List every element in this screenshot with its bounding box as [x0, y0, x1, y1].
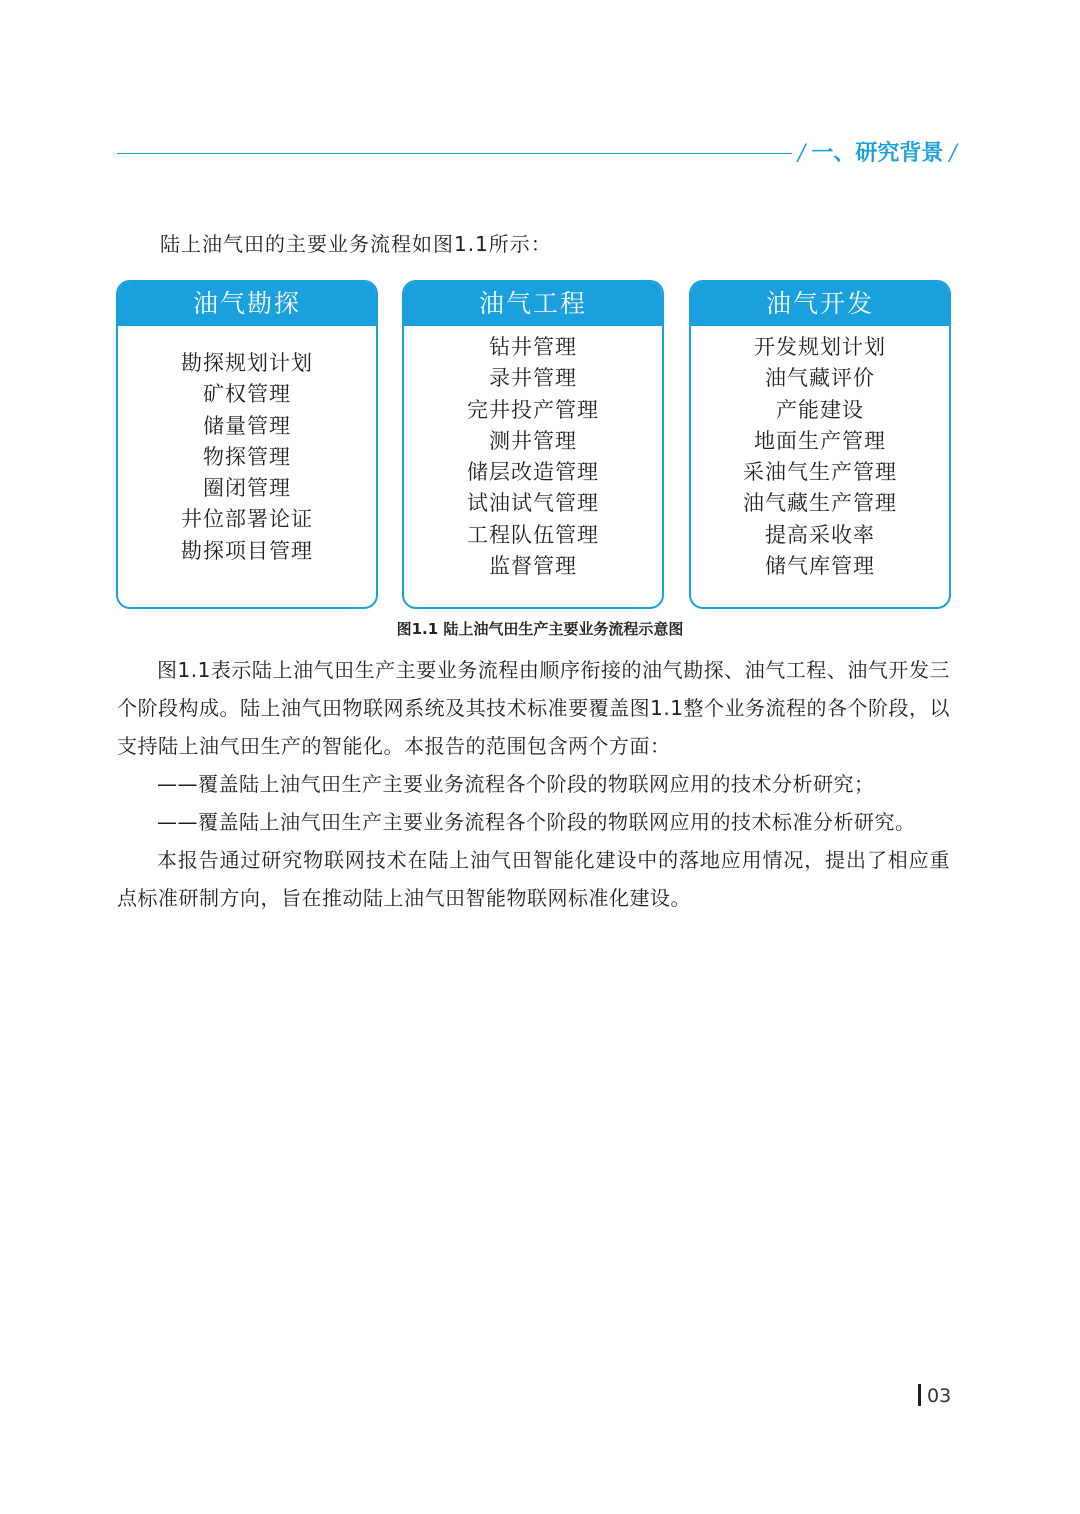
paragraph: 图1.1表示陆上油气田生产主要业务流程由顺序衔接的油气勘探、油气工程、油气开发三个阶段构成。陆上油气田物联网系统及其技术标准要覆盖图1.1整个业务流程的各个阶段，以支持陆上油气田生产的智能化。本报告的范围包含两个方面： [117, 658, 950, 758]
stage-item: 钻井管理 [489, 335, 577, 359]
page-number-bar [918, 1384, 921, 1406]
stage-item: 勘探规划计划 [181, 351, 313, 375]
stage-item: 储气库管理 [765, 554, 875, 579]
stage-item: 工程队伍管理 [467, 522, 599, 547]
stage-item: 矿权管理 [203, 382, 291, 407]
stage-item: 地面生产管理 [754, 428, 886, 453]
stage-item: 物探管理 [203, 444, 291, 469]
stage-title: 油气开发 [691, 282, 949, 326]
stage-item: 勘探项目管理 [181, 538, 313, 563]
stage-item: 油气藏生产管理 [743, 491, 897, 516]
stage-item: 开发规划计划 [754, 335, 886, 359]
stage-item: 测井管理 [489, 428, 577, 453]
paragraph: 本报告通过研究物联网技术在陆上油气田智能化建设中的落地应用情况，提出了相应重点标准研制方向，旨在推动陆上油气田智能物联网标准化建设。 [117, 848, 950, 910]
stage-title: 油气工程 [404, 282, 662, 326]
stage-item: 完井投产管理 [467, 397, 599, 422]
paragraph: ——覆盖陆上油气田生产主要业务流程各个阶段的物联网应用的技术分析研究； [157, 772, 875, 796]
stage-item: 录井管理 [489, 366, 577, 391]
body-text [117, 651, 950, 917]
header-slash-right: / [949, 141, 957, 166]
stage-item: 储层改造管理 [467, 460, 599, 485]
header-slash-left: / [798, 141, 806, 166]
stage-item: 圈闭管理 [203, 476, 291, 501]
stage-box-exploration [116, 280, 378, 609]
header-rule [117, 153, 792, 154]
stage-item: 试油试气管理 [467, 491, 599, 516]
stage-item-list [691, 326, 949, 582]
stage-item: 提高采收率 [765, 522, 875, 547]
page-number-text: 03 [927, 1385, 952, 1407]
stage-item: 采油气生产管理 [743, 460, 897, 485]
stage-item: 储量管理 [203, 413, 291, 438]
intro-text: 陆上油气田的主要业务流程如图1.1所示： [160, 232, 552, 256]
page-number [918, 1383, 951, 1409]
stage-box-engineering [402, 280, 664, 609]
paragraph: ——覆盖陆上油气田生产主要业务流程各个阶段的物联网应用的技术标准分析研究。 [157, 810, 916, 834]
stage-title: 油气勘探 [118, 282, 376, 326]
section-header [792, 136, 963, 170]
stage-item-list [118, 326, 376, 567]
stage-item: 产能建设 [776, 397, 864, 422]
section-title: 一、研究背景 [811, 140, 944, 166]
figure-caption: 图1.1 陆上油气田生产主要业务流程示意图 [396, 620, 684, 638]
stage-box-development [689, 280, 951, 609]
stage-item-list [404, 326, 662, 582]
stage-item: 井位部署论证 [181, 507, 313, 532]
stage-item: 油气藏评价 [765, 366, 875, 391]
stage-item: 监督管理 [489, 554, 577, 579]
